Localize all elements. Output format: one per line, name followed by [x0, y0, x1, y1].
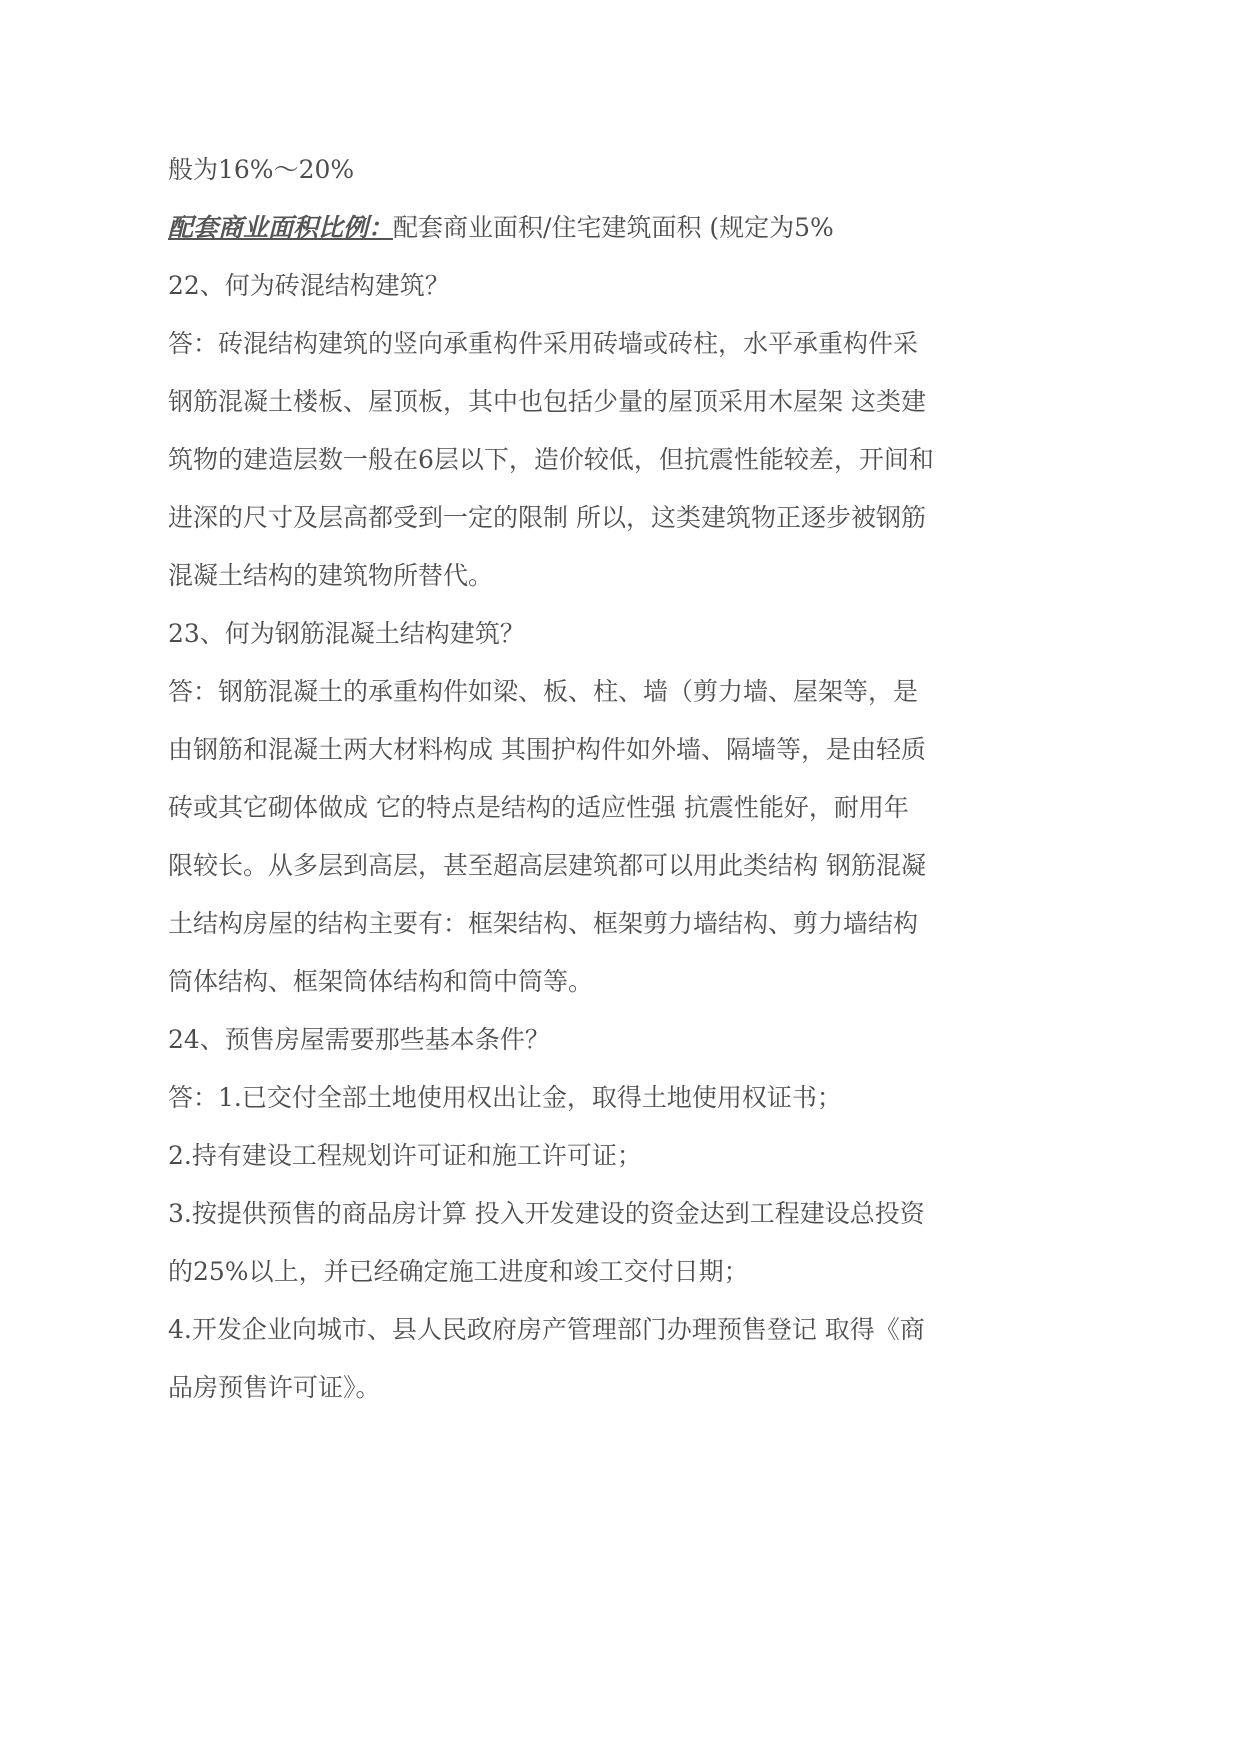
text-line: 筒体结构、框架筒体结构和筒中筒等。	[168, 967, 594, 996]
question-heading: 24、预售房屋需要那些基本条件？	[168, 1025, 550, 1054]
list-item: 答：1.已交付全部土地使用权出让金，取得土地使用权证书；	[168, 1083, 842, 1112]
text-line: 答：砖混结构建筑的竖向承重构件采用砖墙或砖柱，水平承重构件采	[168, 329, 919, 358]
text-line: 钢筋混凝土楼板、屋顶板，其中也包括少量的屋顶采用木屋架 这类建	[168, 387, 926, 416]
text-line: 砖或其它砌体做成 它的特点是结构的适应性强 抗震性能好，耐用年	[168, 793, 909, 822]
list-item: 3.按提供预售的商品房计算 投入开发建设的资金达到工程建设总投资	[168, 1199, 925, 1228]
question-heading: 22、何为砖混结构建筑？	[168, 271, 450, 300]
text-line: 进深的尺寸及层高都受到一定的限制 所以，这类建筑物正逐步被钢筋	[168, 503, 926, 532]
ratio-definition-line	[168, 199, 950, 257]
text-line: 答：钢筋混凝土的承重构件如梁、板、柱、墙（剪力墙、屋架等，是	[168, 677, 919, 706]
text-line: 筑物的建造层数一般在6层以下，造价较低，但抗震性能较差，开间和	[168, 445, 934, 474]
text-line: 由钢筋和混凝土两大材料构成 其围护构件如外墙、隔墙等，是由轻质	[168, 735, 926, 764]
text-line: 品房预售许可证》。	[168, 1373, 381, 1402]
text-line: 混凝土结构的建筑物所替代。	[168, 561, 494, 590]
text-line: 限较长。从多层到高层，甚至超高层建筑都可以用此类结构 钢筋混凝	[168, 851, 926, 880]
question-heading: 23、何为钢筋混凝土结构建筑？	[168, 619, 525, 648]
text-line: 土结构房屋的结构主要有：框架结构、框架剪力墙结构、剪力墙结构	[168, 909, 919, 938]
document-body	[168, 141, 950, 1417]
list-item: 4.开发企业向城市、县人民政府房产管理部门办理预售登记 取得《商	[168, 1315, 925, 1344]
term-label: 配套商业面积比例：	[168, 213, 394, 242]
text-line: 的25%以上，并已经确定施工进度和竣工交付日期；	[168, 1257, 749, 1286]
term-definition: 配套商业面积/住宅建筑面积 (规定为5%	[393, 213, 834, 242]
text-line: 般为16%～20%	[168, 155, 355, 184]
list-item: 2.持有建设工程规划许可证和施工许可证；	[168, 1141, 642, 1170]
